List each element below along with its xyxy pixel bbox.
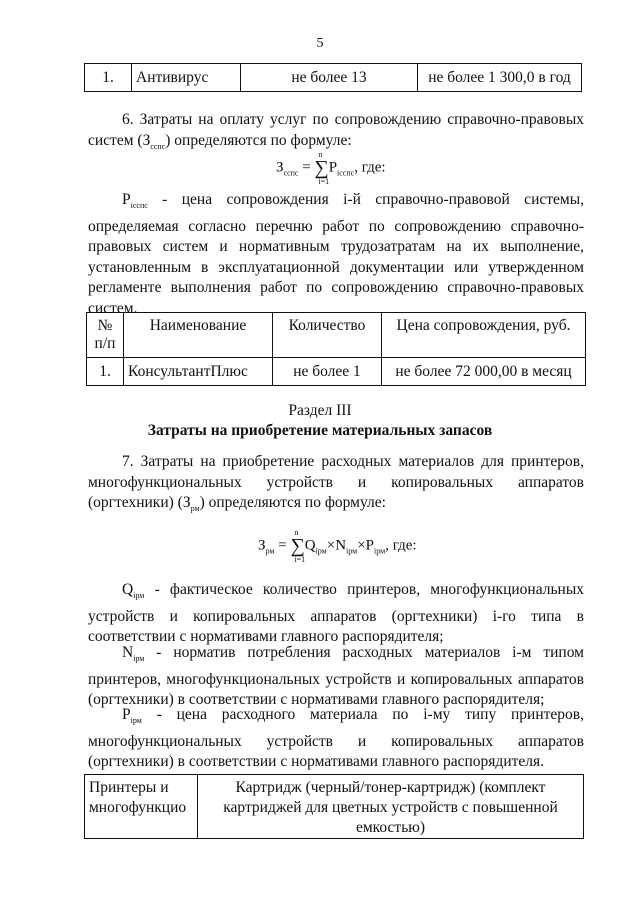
cartridge-table (84, 774, 584, 839)
antivirus-table (84, 63, 582, 92)
definition-p: $P_{iрм}$ - цена расходного материала по i-му типу принтеров, многофункциональных устройств и копировальных аппаратов (оргтехники) в соответствии с нормативами главного распорядителя. (88, 706, 584, 771)
formula-7: $З_{рм}$ = ∑ n i=1 $Q_{iрм}\times N_{iрм}\times P_{iрм}$, где: (258, 528, 417, 564)
table-cell-device: Принтеры и многофункцио (85, 775, 198, 839)
definition-q: $Q_{iрм}$ - фактическое количество принтеров, многофункциональных устройств и копировальных аппаратов (оргтехники) i-го типа в соответствии с нормативами главного распорядителя; (88, 581, 584, 646)
page-number: 5 (316, 36, 324, 51)
table-cell-price: не более 72 000,00 в месяц (382, 358, 586, 386)
definition-n: $N_{iрм}$ - норматив потребления расходных материалов i-м типом принтеров, многофункциональных устройств и копировальных аппаратов (оргтехники) в соответствии с нормативами главного распорядителя; (88, 644, 584, 709)
sum-symbol: ∑ n i=1 (290, 528, 306, 564)
paragraph-7: 7. Затраты на приобретение расходных материалов для принтеров, многофункциональных устройств и копировальных аппаратов (оргтехники) $(З_{рм})$ определяются по формуле: (88, 453, 584, 514)
table-header-row (87, 313, 586, 358)
section-subtitle: Затраты на приобретение материальных запасов (147, 422, 493, 439)
paragraph-6: 6. Затраты на оплату услуг по сопровождению справочно-правовых систем $(З_{сспс})$ определяются по формуле: (88, 111, 584, 151)
section-title: Раздел III (288, 402, 352, 419)
formula-6: $З_{сспс}$ = ∑ n i=1 $P_{iсспс}$, где: (276, 150, 386, 186)
table-cell-cartridge: Картридж (черный/тонер-картридж) (комплект картриджей для цветных устройств с повышенной емкостью) (198, 775, 584, 839)
table-cell-name: Антивирус (132, 64, 241, 92)
sum-symbol: ∑ n i=1 (314, 150, 330, 186)
consultant-table (86, 312, 586, 386)
table-cell-qty: не более 1 (273, 358, 382, 386)
table-cell-num: 1. (85, 64, 132, 92)
table-row (85, 775, 584, 839)
table-cell-price: не более 1 300,0 в год (418, 64, 582, 92)
table-cell-name: КонсультантПлюс (124, 358, 273, 386)
header-price: Цена сопровождения, руб. (382, 313, 586, 358)
symbol: $З_{сспс}$ (142, 131, 166, 151)
table-cell-qty: не более 13 (241, 64, 418, 92)
table-cell-num: 1. (87, 358, 124, 386)
table-row (87, 358, 586, 386)
header-name: Наименование (124, 313, 273, 358)
header-qty: Количество (273, 313, 382, 358)
header-num: № п/п (87, 313, 124, 358)
table-row (85, 64, 582, 92)
definition-6: $P_{iсспс}$ - цена сопровождения i-й справочно-правовой системы, определяемая согласно перечню работ по сопровождению справочно-правовых систем и нормативным трудозатратам на их выполнение, установленным в эксплуатационной документации или утвержденном регламенте выполнения работ по сопровождению справочно-правовых систем. (88, 191, 584, 317)
